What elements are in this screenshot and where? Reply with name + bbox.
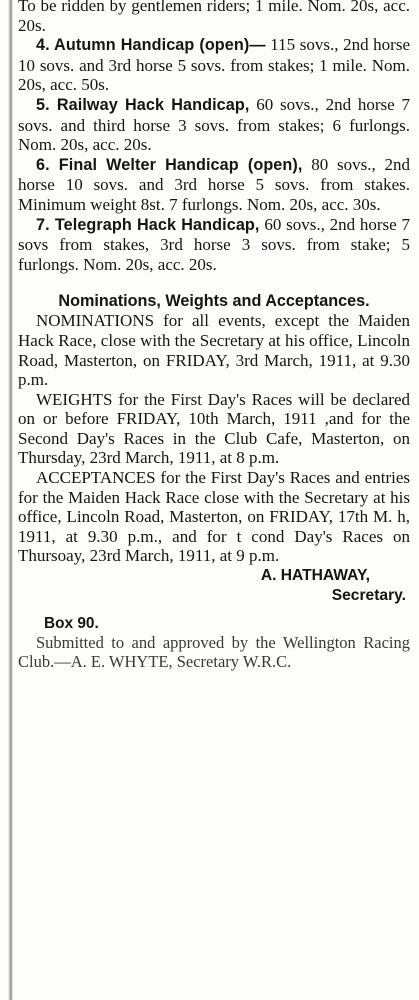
race-1-text: To be ridden by gentlemen riders; 1 mile. Nom. 20s, acc. 20s. bbox=[18, 0, 410, 35]
nominations-paragraph: NOMINATIONS for all events, except the Maiden Hack Race, close with the Secretary at his office, Lincoln Road, Masterton, on FRIDAY, 3rd March, 1911, at 9.30 p.m. bbox=[18, 311, 410, 390]
race-4-title: 4. Autumn Handicap (open)— bbox=[36, 36, 266, 55]
race-5 bbox=[18, 95, 410, 155]
race-7-details: 60 sovs., 2nd horse 7 sovs from stakes, 3rd horse 3 sovs. from stake; 5 furlongs. Nom. 20s, acc. 20s. bbox=[18, 214, 411, 274]
race-6-details: 80 sovs., 2nd horse 10 sovs. and 3rd horse 5 sovs. from stakes. Minimum weight 8st. 7 furlongs. Nom. 20s, acc. 30s. bbox=[18, 154, 410, 214]
acceptances-paragraph: ACCEPTANCES for the First Day's Races and entries for the Maiden Hack Race close with the Secretary at his office, Lincoln Road, Masterton, on FRIDAY, 17th M. h, 1911, at 9.30 p.m., and for t cond Day's Races on Thursoay, 23rd March, 1911, at 9 p.m. bbox=[18, 468, 410, 566]
race-1-continuation bbox=[18, 0, 410, 35]
race-6 bbox=[18, 155, 410, 215]
race-6-title: 6. Final Welter Handicap (open), bbox=[36, 155, 303, 174]
secretary-name: A. HATHAWAY, bbox=[260, 567, 370, 585]
weights-paragraph: WEIGHTS for the First Day's Races will be declared on or before FRIDAY, 10th March, 1911 ,and for the Second Day's Races in the Club Cafe, Masterton, on Thursday, 23rd March, 1911, at 8 p.m. bbox=[18, 389, 410, 468]
race-7 bbox=[18, 215, 410, 275]
column-rule bbox=[8, 0, 13, 1000]
approval-footer: Submitted to and approved by the Wellington Racing Club.—A. E. WHYTE, Secretary W.R.C. bbox=[18, 633, 410, 672]
box-number: Box 90. bbox=[44, 615, 99, 633]
secretary-title: Secretary. bbox=[331, 587, 406, 605]
advertisement-column bbox=[18, 0, 410, 671]
race-5-title: 5. Railway Hack Handicap, bbox=[36, 95, 250, 114]
nominations-heading: Nominations, Weights and Acceptances. bbox=[58, 292, 370, 311]
race-4-details: 115 sovs., 2nd horse 10 sovs. and 3rd horse 5 sovs. from stakes; 1 mile. Nom. 20s, acc. 50s. bbox=[18, 35, 410, 95]
race-7-title: 7. Telegraph Hack Handicap, bbox=[36, 215, 260, 234]
race-4 bbox=[18, 35, 410, 95]
race-5-details: 60 sovs., 2nd horse 7 sovs. and third horse 3 sovs. from stakes; 6 furlongs. Nom. 20s, acc. 20s. bbox=[18, 94, 410, 155]
